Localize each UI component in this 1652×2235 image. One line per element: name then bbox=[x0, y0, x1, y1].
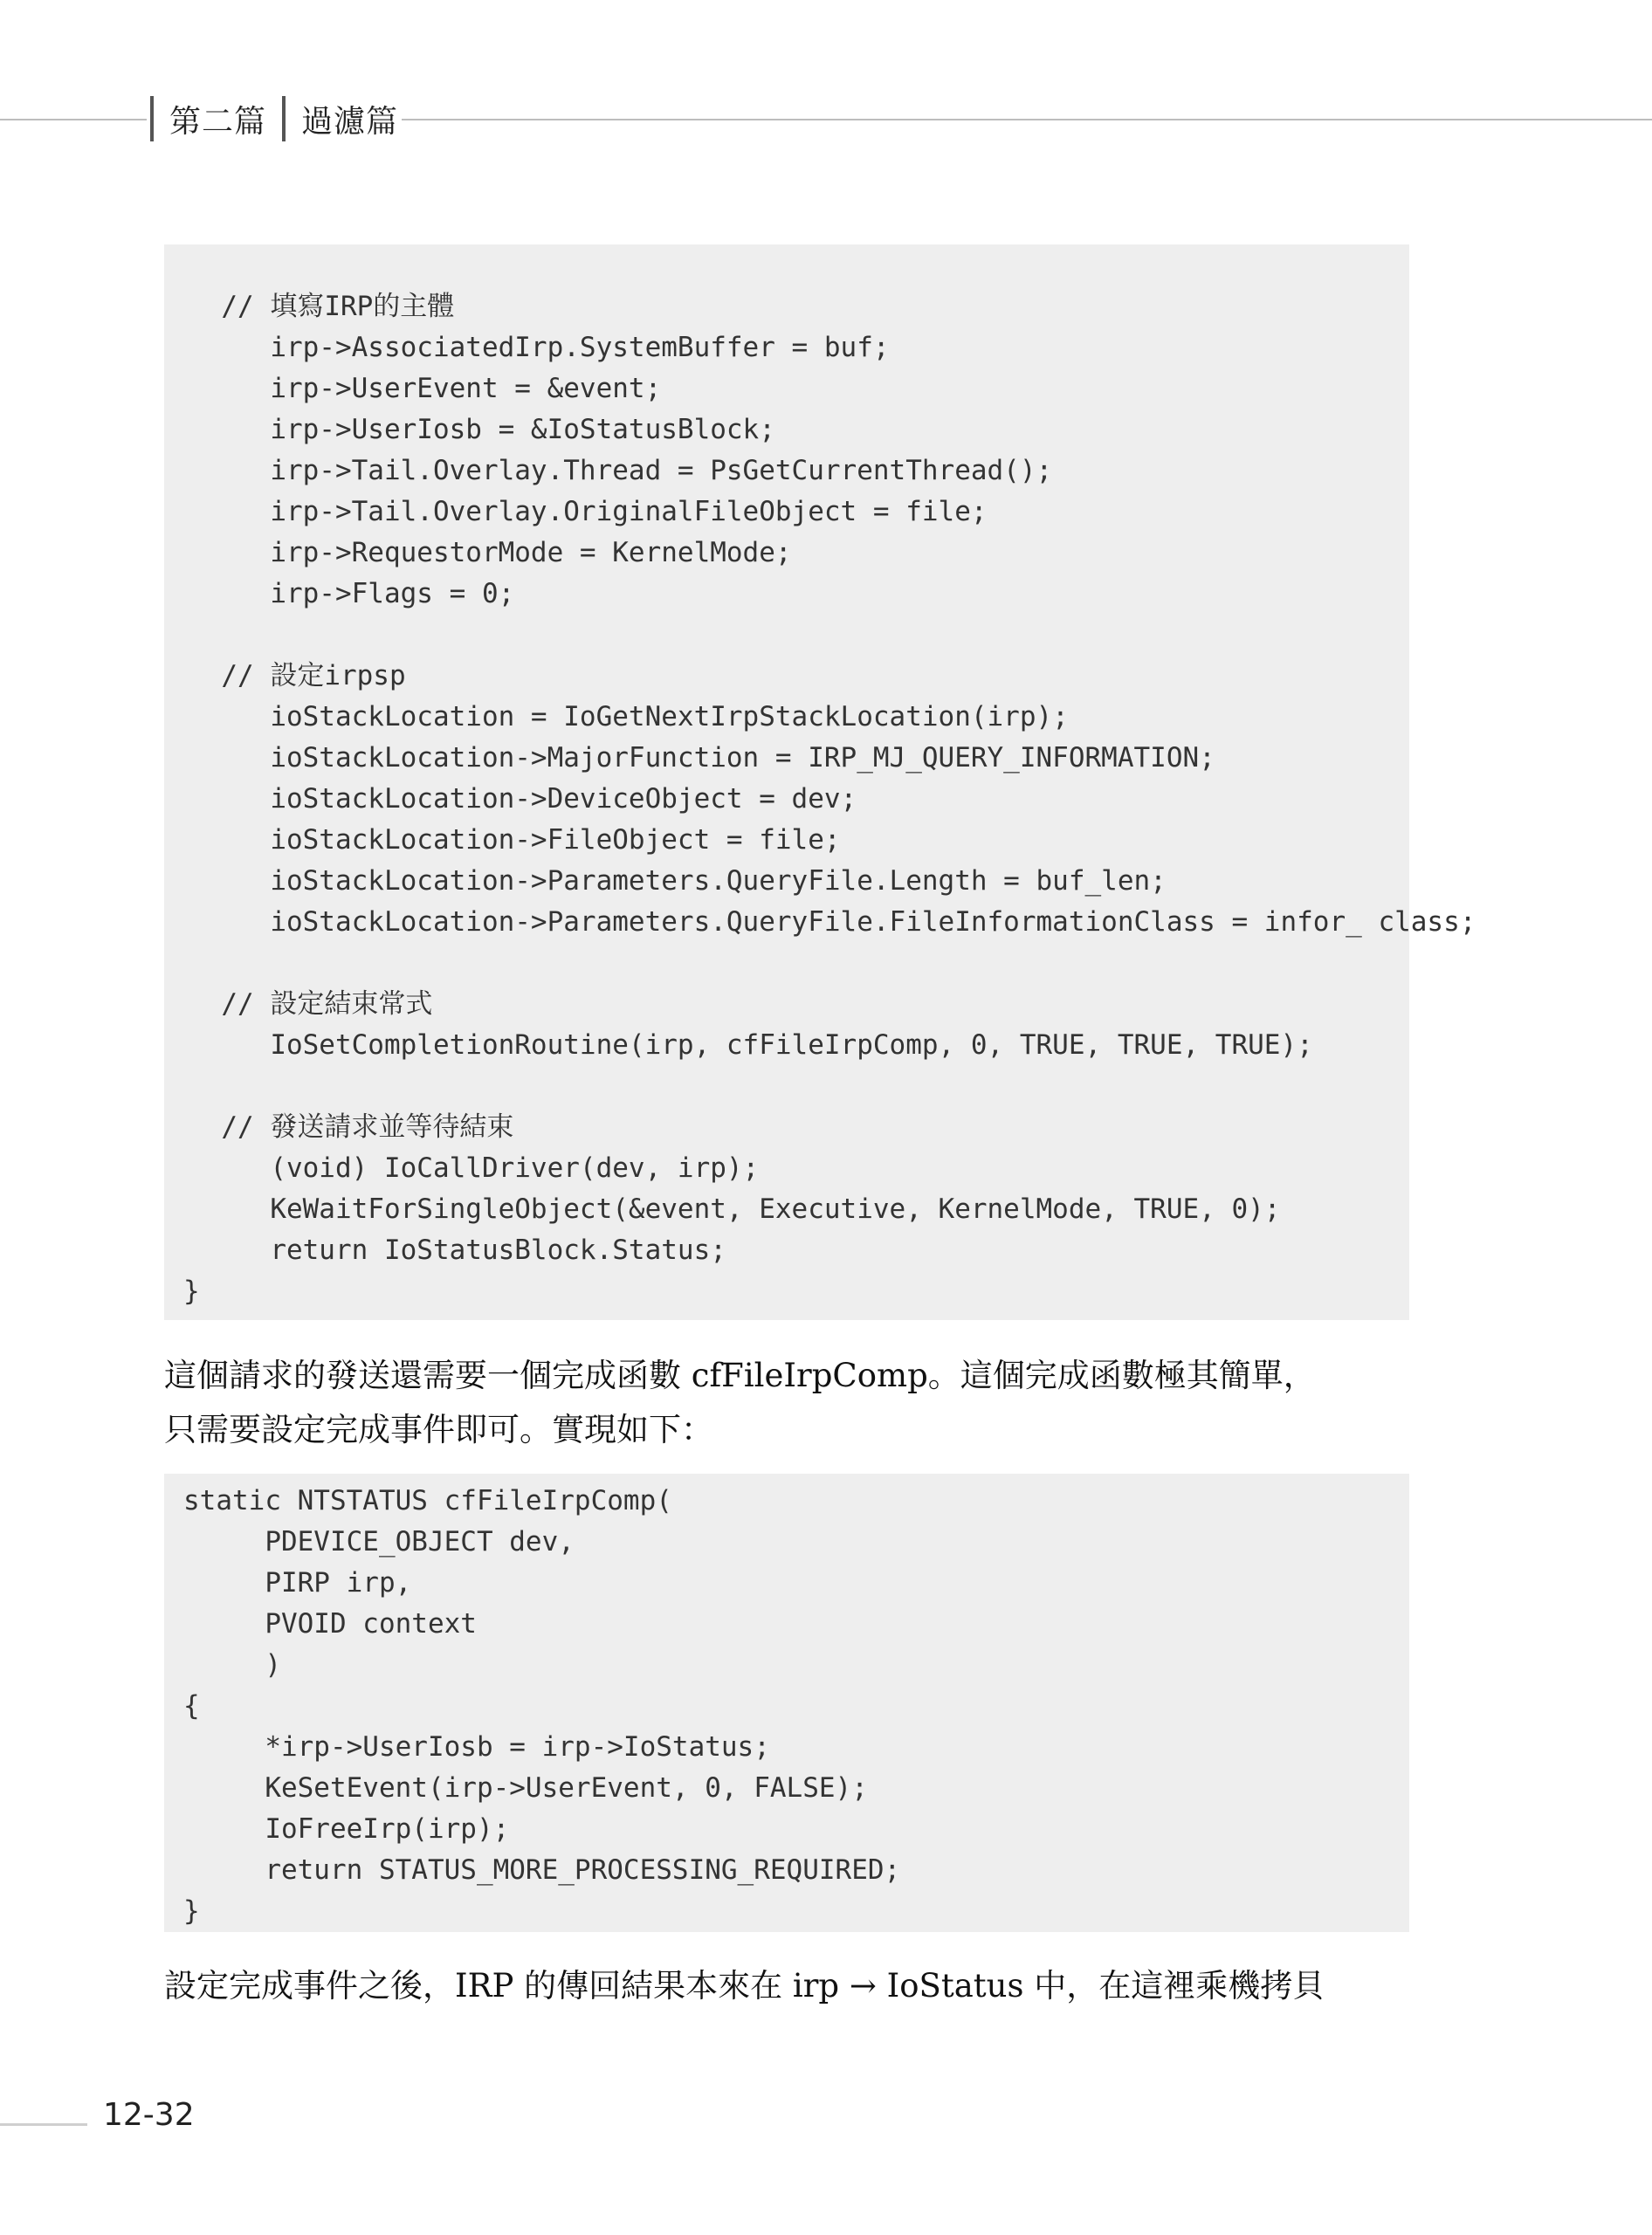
footer-rule bbox=[0, 2123, 87, 2126]
code-line: } bbox=[183, 1895, 200, 1927]
code-line: return STATUS_MORE_PROCESSING_REQUIRED; bbox=[183, 1854, 901, 1886]
code-line: KeWaitForSingleObject(&event, Executive, KernelMode, TRUE, 0); bbox=[189, 1193, 1281, 1225]
code-line: PVOID context bbox=[183, 1608, 477, 1640]
running-header bbox=[150, 94, 414, 143]
body-paragraph-line: 只需要設定完成事件即可。實現如下： bbox=[164, 1411, 713, 1448]
code-line: ioStackLocation->DeviceObject = dev; bbox=[189, 783, 857, 815]
code-line: PIRP irp, bbox=[183, 1567, 412, 1599]
body-paragraph-line: 設定完成事件之後，IRP 的傳回結果本來在 irp → IoStatus 中，在這裡乘機拷貝 bbox=[164, 1967, 1325, 2005]
code-line: irp->Flags = 0; bbox=[189, 578, 515, 609]
code-line: ioStackLocation->Parameters.QueryFile.Length = buf_len; bbox=[189, 865, 1167, 897]
code-line: ioStackLocation = IoGetNextIrpStackLocation(irp); bbox=[189, 701, 1069, 732]
code-line: irp->RequestorMode = KernelMode; bbox=[189, 537, 792, 568]
code-block-completion-routine bbox=[164, 1474, 1409, 1932]
code-line: IoSetCompletionRoutine(irp, cfFileIrpComp, 0, TRUE, TRUE, TRUE); bbox=[189, 1029, 1313, 1061]
code-line: irp->UserEvent = &event; bbox=[189, 373, 662, 404]
code-line: ioStackLocation->FileObject = file; bbox=[189, 824, 841, 856]
code-line: *irp->UserIosb = irp->IoStatus; bbox=[183, 1731, 770, 1763]
code-line: ioStackLocation->Parameters.QueryFile.FileInformationClass = infor_ class; bbox=[189, 906, 1476, 938]
code-line: ) bbox=[183, 1649, 281, 1681]
code-line: static NTSTATUS cfFileIrpComp( bbox=[183, 1485, 672, 1516]
header-rule-left bbox=[0, 119, 147, 120]
code-line: return IoStatusBlock.Status; bbox=[189, 1234, 726, 1266]
code-line: irp->AssociatedIrp.SystemBuffer = buf; bbox=[189, 332, 890, 363]
code-line: // 設定結束常式 bbox=[189, 988, 433, 1020]
header-chapter: 過濾篇 bbox=[301, 103, 399, 140]
code-line: irp->UserIosb = &IoStatusBlock; bbox=[189, 414, 775, 445]
code-line: ioStackLocation->MajorFunction = IRP_MJ_QUERY_INFORMATION; bbox=[189, 742, 1215, 774]
header-part: 第二篇 bbox=[169, 103, 267, 140]
code-block-irp-setup bbox=[164, 244, 1476, 1320]
code-line: // 填寫IRP的主體 bbox=[189, 291, 455, 322]
body-paragraph-line: 這個請求的發送還需要一個完成函數 cfFileIrpComp。這個完成函數極其簡單， bbox=[164, 1357, 1316, 1394]
code-line: (void) IoCallDriver(dev, irp); bbox=[189, 1152, 760, 1184]
code-line: // 發送請求並等待結束 bbox=[189, 1111, 514, 1143]
code-line: } bbox=[183, 1276, 200, 1307]
code-line: irp->Tail.Overlay.Thread = PsGetCurrentThread(); bbox=[189, 455, 1053, 486]
header-rule-right bbox=[402, 119, 1652, 120]
code-line: IoFreeIrp(irp); bbox=[183, 1813, 510, 1845]
code-line: { bbox=[183, 1690, 200, 1722]
code-line: // 設定irpsp bbox=[189, 660, 406, 691]
page-number: 12-32 bbox=[103, 2097, 195, 2133]
code-line: irp->Tail.Overlay.OriginalFileObject = file; bbox=[189, 496, 988, 527]
code-line: PDEVICE_OBJECT dev, bbox=[183, 1526, 575, 1558]
code-line: KeSetEvent(irp->UserEvent, 0, FALSE); bbox=[183, 1772, 868, 1804]
